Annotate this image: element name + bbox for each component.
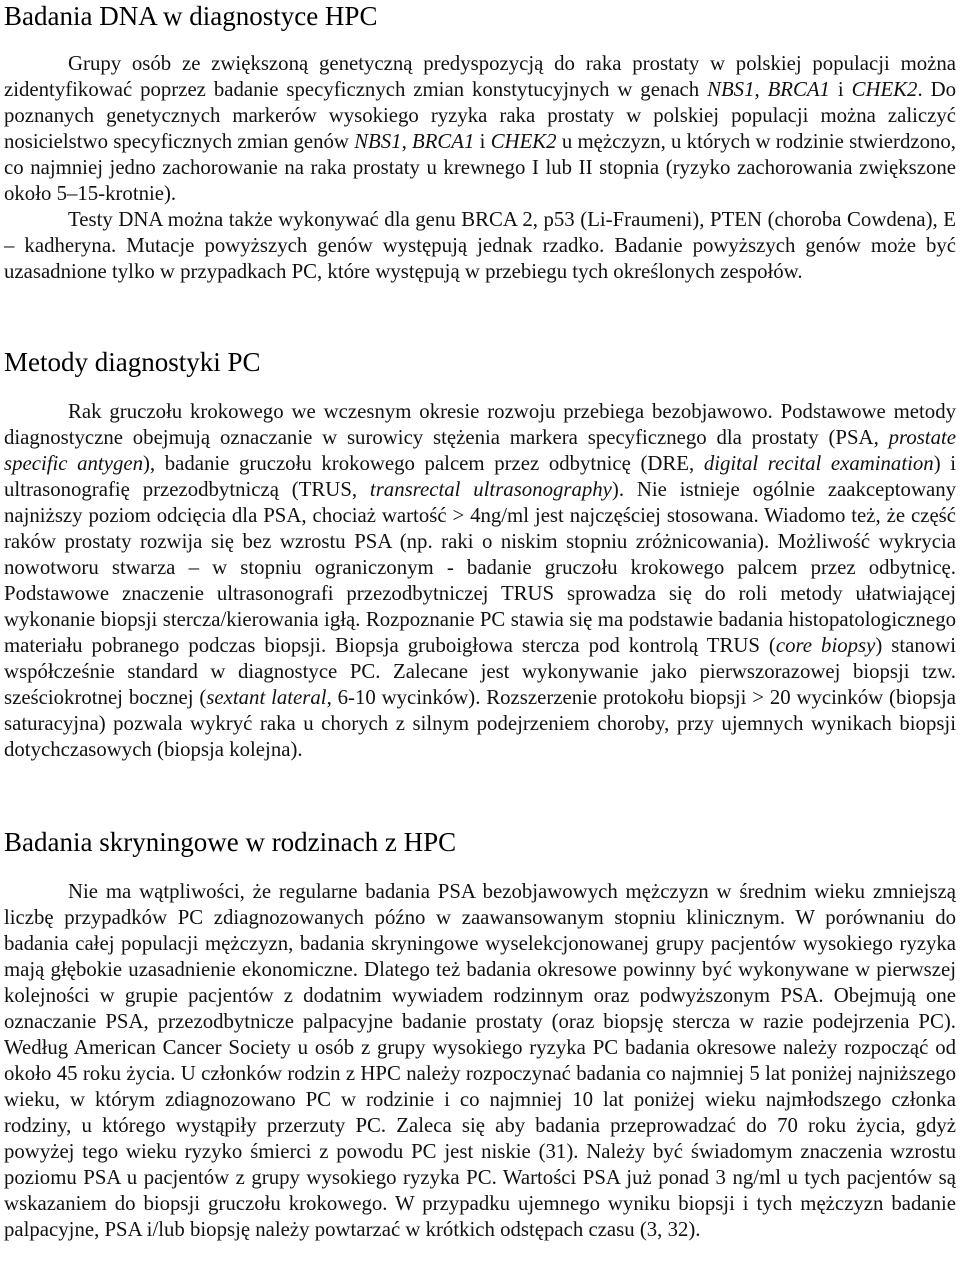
text-run: ) i ultrasonografię przezodbytniczą (TRUS, <box>4 452 957 501</box>
section-heading-diagnostic-methods: Metody diagnostyki PC <box>4 347 261 377</box>
paragraph-dna-tests: Testy DNA można także wykonywać dla genu BRCA 2, p53 (Li-Fraumeni), PTEN (choroba Cowdena), E – kadheryna. Mutacje powyższych genów występują jednak rzadko. Badanie powyższych genów może być uzasadnione tylko w przypadkach PC, które występują w przebiegu tych określonych zespołów. <box>4 208 956 283</box>
paragraph-screening: Nie ma wątpliwości, że regularne badania PSA bezobjawowych mężczyzn w średnim wieku zmniejszą liczbę przypadków PC zdiagnozowanych późno w zaawansowanym stopniu klinicznym. W porównaniu do badania całej populacji mężczyzn, badania skryningowe wyselekcjonowanej grupy pacjentów wysokiego ryzyka mają głębokie uzasadnienie ekonomiczne. Dlatego też badania okresowe powinny być wykonywane w pierwszej kolejności w grupie pacjentów z dodatnim wywiadem rodzinnym oraz podwyższonym PSA. Obejmują one oznaczanie PSA, przezodbytnicze palpacyjne badanie prostaty (oraz biopsję stercza w razie podejrzenia PC). Według American Cancer Society u osób z grupy wysokiego ryzyka PC badania okresowe należy rozpocząć od około 45 roku życia. U członków rodzin z HPC należy rozpoczynać badania co najmniej 5 lat poniżej najniższego wieku, w którym zdiagnozowano PC w rodzinie i co najmniej 10 lat poniżej wieku najmłodszego członka rodziny, u którego wystąpiły przerzuty PC. Zaleca się aby badania przeprowadzać do 70 roku życia, gdyż powyżej tego wieku ryzyko śmierci z powodu PC jest niskie (31). Należy być świadomym znaczenia wzrostu poziomu PSA u pacjentów z grupy wysokiego ryzyka PC. Wartości PSA już ponad 3 ng/ml u tych pacjentów są wskazaniem do biopsji gruczołu krokowego. W przypadku ujemnego wyniku biopsji i tych mężczyzn badanie palpacyjne, PSA i/lub biopsję należy powtarzać w krótkich odstępach czasu (3, 32). <box>4 880 956 1241</box>
text-run: , 6-10 wycinków). Rozszerzenie protokołu biopsji > 20 wycinków (biopsja saturacyjna) pozwala wykryć raka u chorych z silnym podejrzeniem choroby, przy ujemnych wynikach biopsji dotychczasowych (biopsja kolejna). <box>4 686 957 761</box>
section-diagnostic-methods <box>4 399 956 763</box>
gene-name: NBS1 <box>354 130 402 153</box>
paragraph-diagnostic-methods <box>4 399 956 763</box>
text-run: , <box>754 78 768 101</box>
text-run: ) stanowi współcześnie standard w diagnostyce PC. Zalecane jest wykonywanie jako pierwszorazowej biopsji tzw. sześciokrotnej bocznej ( <box>4 634 956 709</box>
section-screening <box>4 879 956 1243</box>
text-run: . Do poznanych genetycznych markerów wysokiego ryzyka raka prostaty w polskiej populacji można zaliczyć nosicielstwo specyficznych zmian genów <box>4 78 956 153</box>
term-italic: digital recital examination <box>703 452 934 475</box>
text-run: u mężczyzn, u których w rodzinie stwierdzono, co najmniej jedno zachorowanie na raka prostaty u krewnego I lub II stopnia (ryzyko zachorowania zwiększone około 5–15-krotnie). <box>4 130 956 205</box>
section-heading-dna-diagnostics: Badania DNA w diagnostyce HPC <box>4 1 378 31</box>
term-italic: core biopsy <box>775 634 876 657</box>
term-italic: prostate specific antygen <box>4 426 956 475</box>
text-run: Grupy osób ze zwiększoną genetyczną predyspozycją do raka prostaty w polskiej populacji można zidentyfikować poprzez badanie specyficznych zmian konstytucyjnych w genach <box>4 52 956 101</box>
section-heading-screening: Badania skryningowe w rodzinach z HPC <box>4 827 457 857</box>
text-run: ), badanie gruczołu krokowego palcem przez odbytnicę (DRE, <box>142 452 704 475</box>
section-dna-diagnostics <box>4 51 956 285</box>
text-run: Rak gruczołu krokowego we wczesnym okresie rozwoju przebiega bezobjawowo. Podstawowe metody diagnostyczne obejmują oznaczanie w surowicy stężenia markera specyficznego dla prostaty (PSA, <box>4 400 956 449</box>
gene-name: BRCA1 <box>412 130 475 153</box>
text-run: ). Nie istnieje ogólnie zaakceptowany najniższy poziom odcięcia dla PSA, chociaż wartość > 4ng/ml jest najczęściej stosowana. Wiadomo też, że część raków prostaty rozwija się bez wzrostu PSA (np. raki o niskim stopniu zróżnicowania). Możliwość wykrycia nowotworu stwarza – w stopniu ograniczonym - badanie gruczołu krokowego palcem przez odbytnicę. Podstawowe znaczenie ultrasonografi przezodbytniczej TRUS sprowadza się do roli metody ułatwiającej wykonanie biopsji stercza/kierowania igłą. Rozpoznanie PC stawia się ma podstawie badania histopatologicznego materiału pobranego podczas biopsji. Biopsja gruboigłowa stercza pod kontrolą TRUS ( <box>4 478 956 657</box>
text-run: i <box>474 130 491 153</box>
gene-name: NBS1 <box>707 78 755 101</box>
text-run: i <box>829 78 852 101</box>
term-italic: sextant lateral <box>206 686 327 709</box>
term-italic: transrectal ultrasonography <box>369 478 612 501</box>
gene-name: BRCA1 <box>767 78 830 101</box>
paragraph-genetic-markers <box>4 51 956 207</box>
text-run: , <box>401 130 413 153</box>
gene-name: CHEK2 <box>490 130 557 153</box>
gene-name: CHEK2 <box>851 78 918 101</box>
